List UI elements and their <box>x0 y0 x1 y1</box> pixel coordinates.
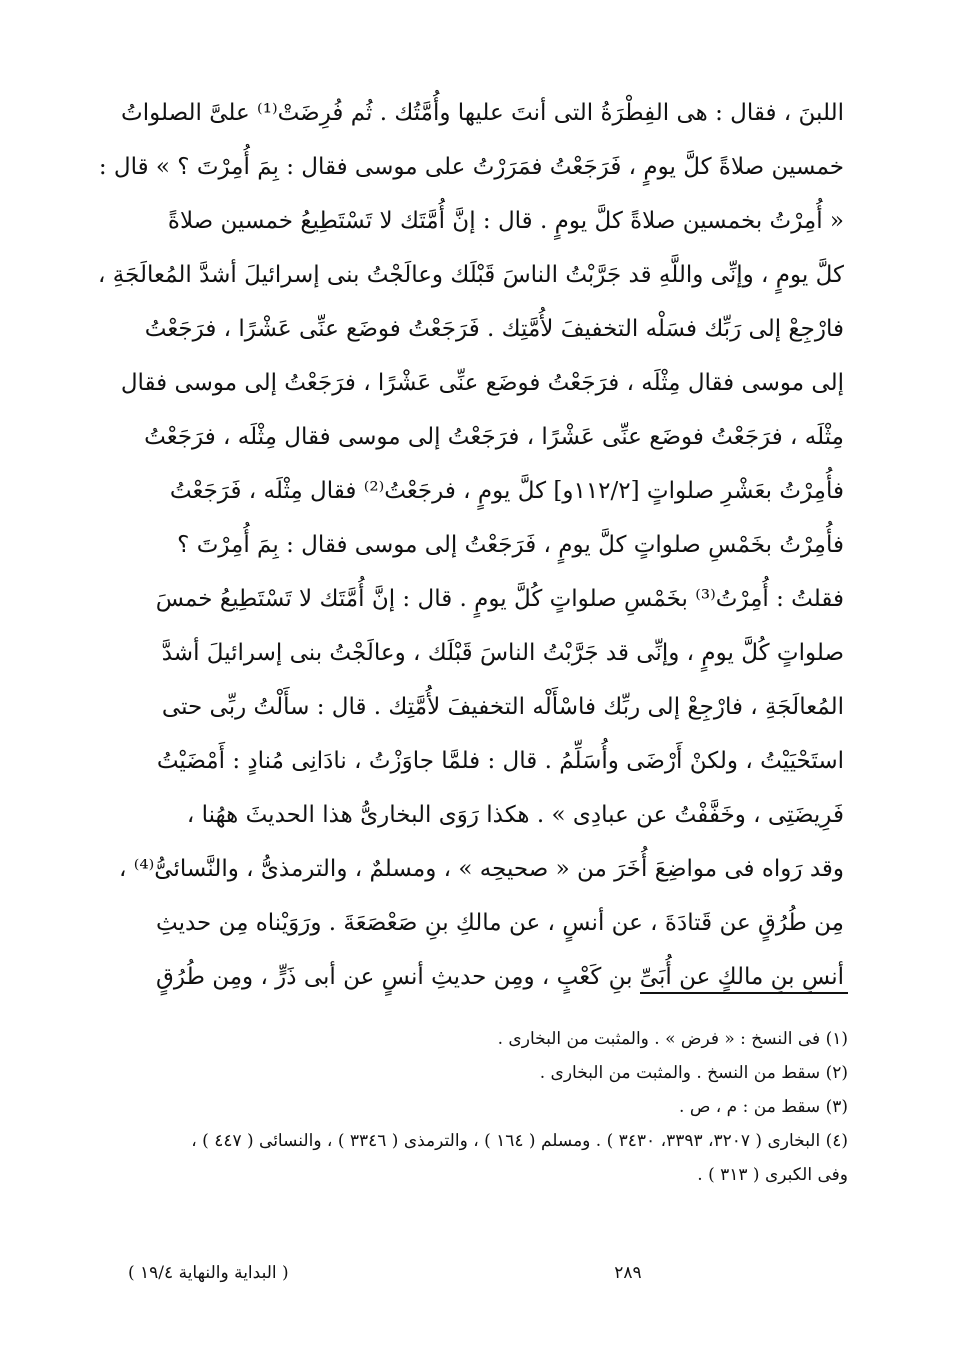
text-line: أنسِ بنِ مالكٍ عن أُبَىِّ بنِ كَعْبٍ ، ومِن حديثِ أنسٍ عن أبى ذَرٍّ ، ومِن طُرُقٍ <box>156 964 844 990</box>
text-line: إلى موسى فقال مِثْلَه ، فرَجَعْتُ فوضَع عنِّى عَشْرًا ، فرَجَعْتُ إلى موسى فقال <box>120 370 844 396</box>
text-line: خمسين صلاةً كلَّ يومٍ ، فَرَجَعْتُ فمَرَرْتُ على موسى فقال : بِمَ أُمِرْتَ ؟ » قال : <box>98 154 844 180</box>
volume-reference: ( البداية والنهاية ١٩/٤ ) <box>128 1263 289 1283</box>
footnote: (١) فى النسخ : « فرض » . والمثبت من البخارى . <box>497 1029 848 1049</box>
text-line: اللبنَ ، فقال : هى الفِطْرَةُ التى أنتَ عليها وأُمَّتُك . ثُم فُرِضَتْ⁽¹⁾ علىَّ الصلواتُ <box>121 100 844 126</box>
text-line: كلَّ يومٍ ، وإنِّى واللَّهِ قد جَرَّبْتُ الناسَ قَبْلَك وعالَجْتُ بنى إسرائيلَ أشدَّ المُعالَجَةِ ، <box>98 262 844 288</box>
text-line: استَحْيَيْتُ ، ولكنْ أَرْضَى وأُسَلِّمُ . قال : فلمَّا جاوَزْتُ ، نادَانِى مُنادٍ : أَمْضَيْتُ <box>156 748 844 774</box>
text-line: فَرِيضَتِى ، وخَفَّفْتُ عن عبادِى » . هكذا رَوَى البخارىُّ هذا الحديثَ ههُنا ، <box>186 802 844 828</box>
main-text-block <box>98 86 844 1004</box>
text-line: فقلتُ : أُمِرْتُ⁽³⁾ بخَمْسِ صلواتٍ كُلَّ يومٍ . قال : إنَّ أُمَّتَك لا تَسْتَطِيعُ خمسَ <box>155 586 844 612</box>
footnote: (٤) البخارى ( ٣٢٠٧، ٣٣٩٣، ٣٤٣٠ ) . ومسلم ( ١٦٤ ) ، والترمذى ( ٣٣٤٦ ) ، والنسائى ( ٤٤٧ ) ، <box>191 1131 848 1151</box>
footnote: (٣) سقط من : م ، ص . <box>679 1097 848 1117</box>
text-line: مِن طُرُقٍ عن قَتادَةَ ، عن أنسٍ ، عن مالكِ بنِ صَعْصَعَةَ . ورَوَيْناه مِن حديثِ <box>156 910 844 936</box>
text-line: وقد رَواه فى مواضِعَ أُخَرَ من « صحيحِه » ، ومسلمٌ ، والترمذىُّ ، والنَّسائىُّ⁽⁴⁾ ، <box>119 856 844 882</box>
footnote: وفى الكبرى ( ٣١٣ ) . <box>697 1165 848 1185</box>
text-line: « أُمِرْتُ بخمسين صلاةً كلَّ يومٍ . قال : إنَّ أُمَّتَك لا تَسْتَطِيعُ خمسين صلاةً <box>167 208 844 234</box>
footnotes-block <box>128 1022 848 1192</box>
text-line: فأُمِرْتُ بخَمْسِ صلواتٍ كلَّ يومٍ ، فَرَجَعْتُ إلى موسى فقال : بِمَ أُمِرْتَ ؟ <box>177 532 844 558</box>
page-number: ٢٨٩ <box>614 1263 642 1283</box>
text-line: مِثْلَه ، فرَجَعْتُ فوضَع عنِّى عَشْرًا ، فرَجَعْتُ إلى موسى فقال مِثْلَه ، فرَجَعْتُ <box>144 424 844 450</box>
text-line: فأُمِرْتُ بعَشْرِ صلواتٍ [١١٢/٢و] كلَّ يومٍ ، فرجَعْتُ⁽²⁾ فقال مِثْلَه ، فَرَجَعْتُ <box>169 478 844 504</box>
text-line: المُعالَجَةِ ، فارْجِعْ إلى ربِّك فاسْأَلْه التخفيفَ لأُمَّتِك . قال : سأَلْتُ ربِّى حتى <box>161 694 844 720</box>
footnote: (٢) سقط من النسخ . والمثبت من البخارى . <box>539 1063 848 1083</box>
text-line: صلواتٍ كُلَّ يومٍ ، وإنِّى قد جَرَّبْتُ الناسَ قَبْلَك ، وعالَجْتُ بنى إسرائيلَ أشدَّ <box>161 640 844 666</box>
page-footer <box>128 1258 848 1288</box>
footnote-separator <box>640 992 848 994</box>
text-line: فارْجِعْ إلى رَبِّك فسَلْه التخفيفَ لأُمَّتِك . فَرَجَعْتُ فوضَع عنِّى عَشْرًا ، فرَجَعْتُ <box>144 316 844 342</box>
